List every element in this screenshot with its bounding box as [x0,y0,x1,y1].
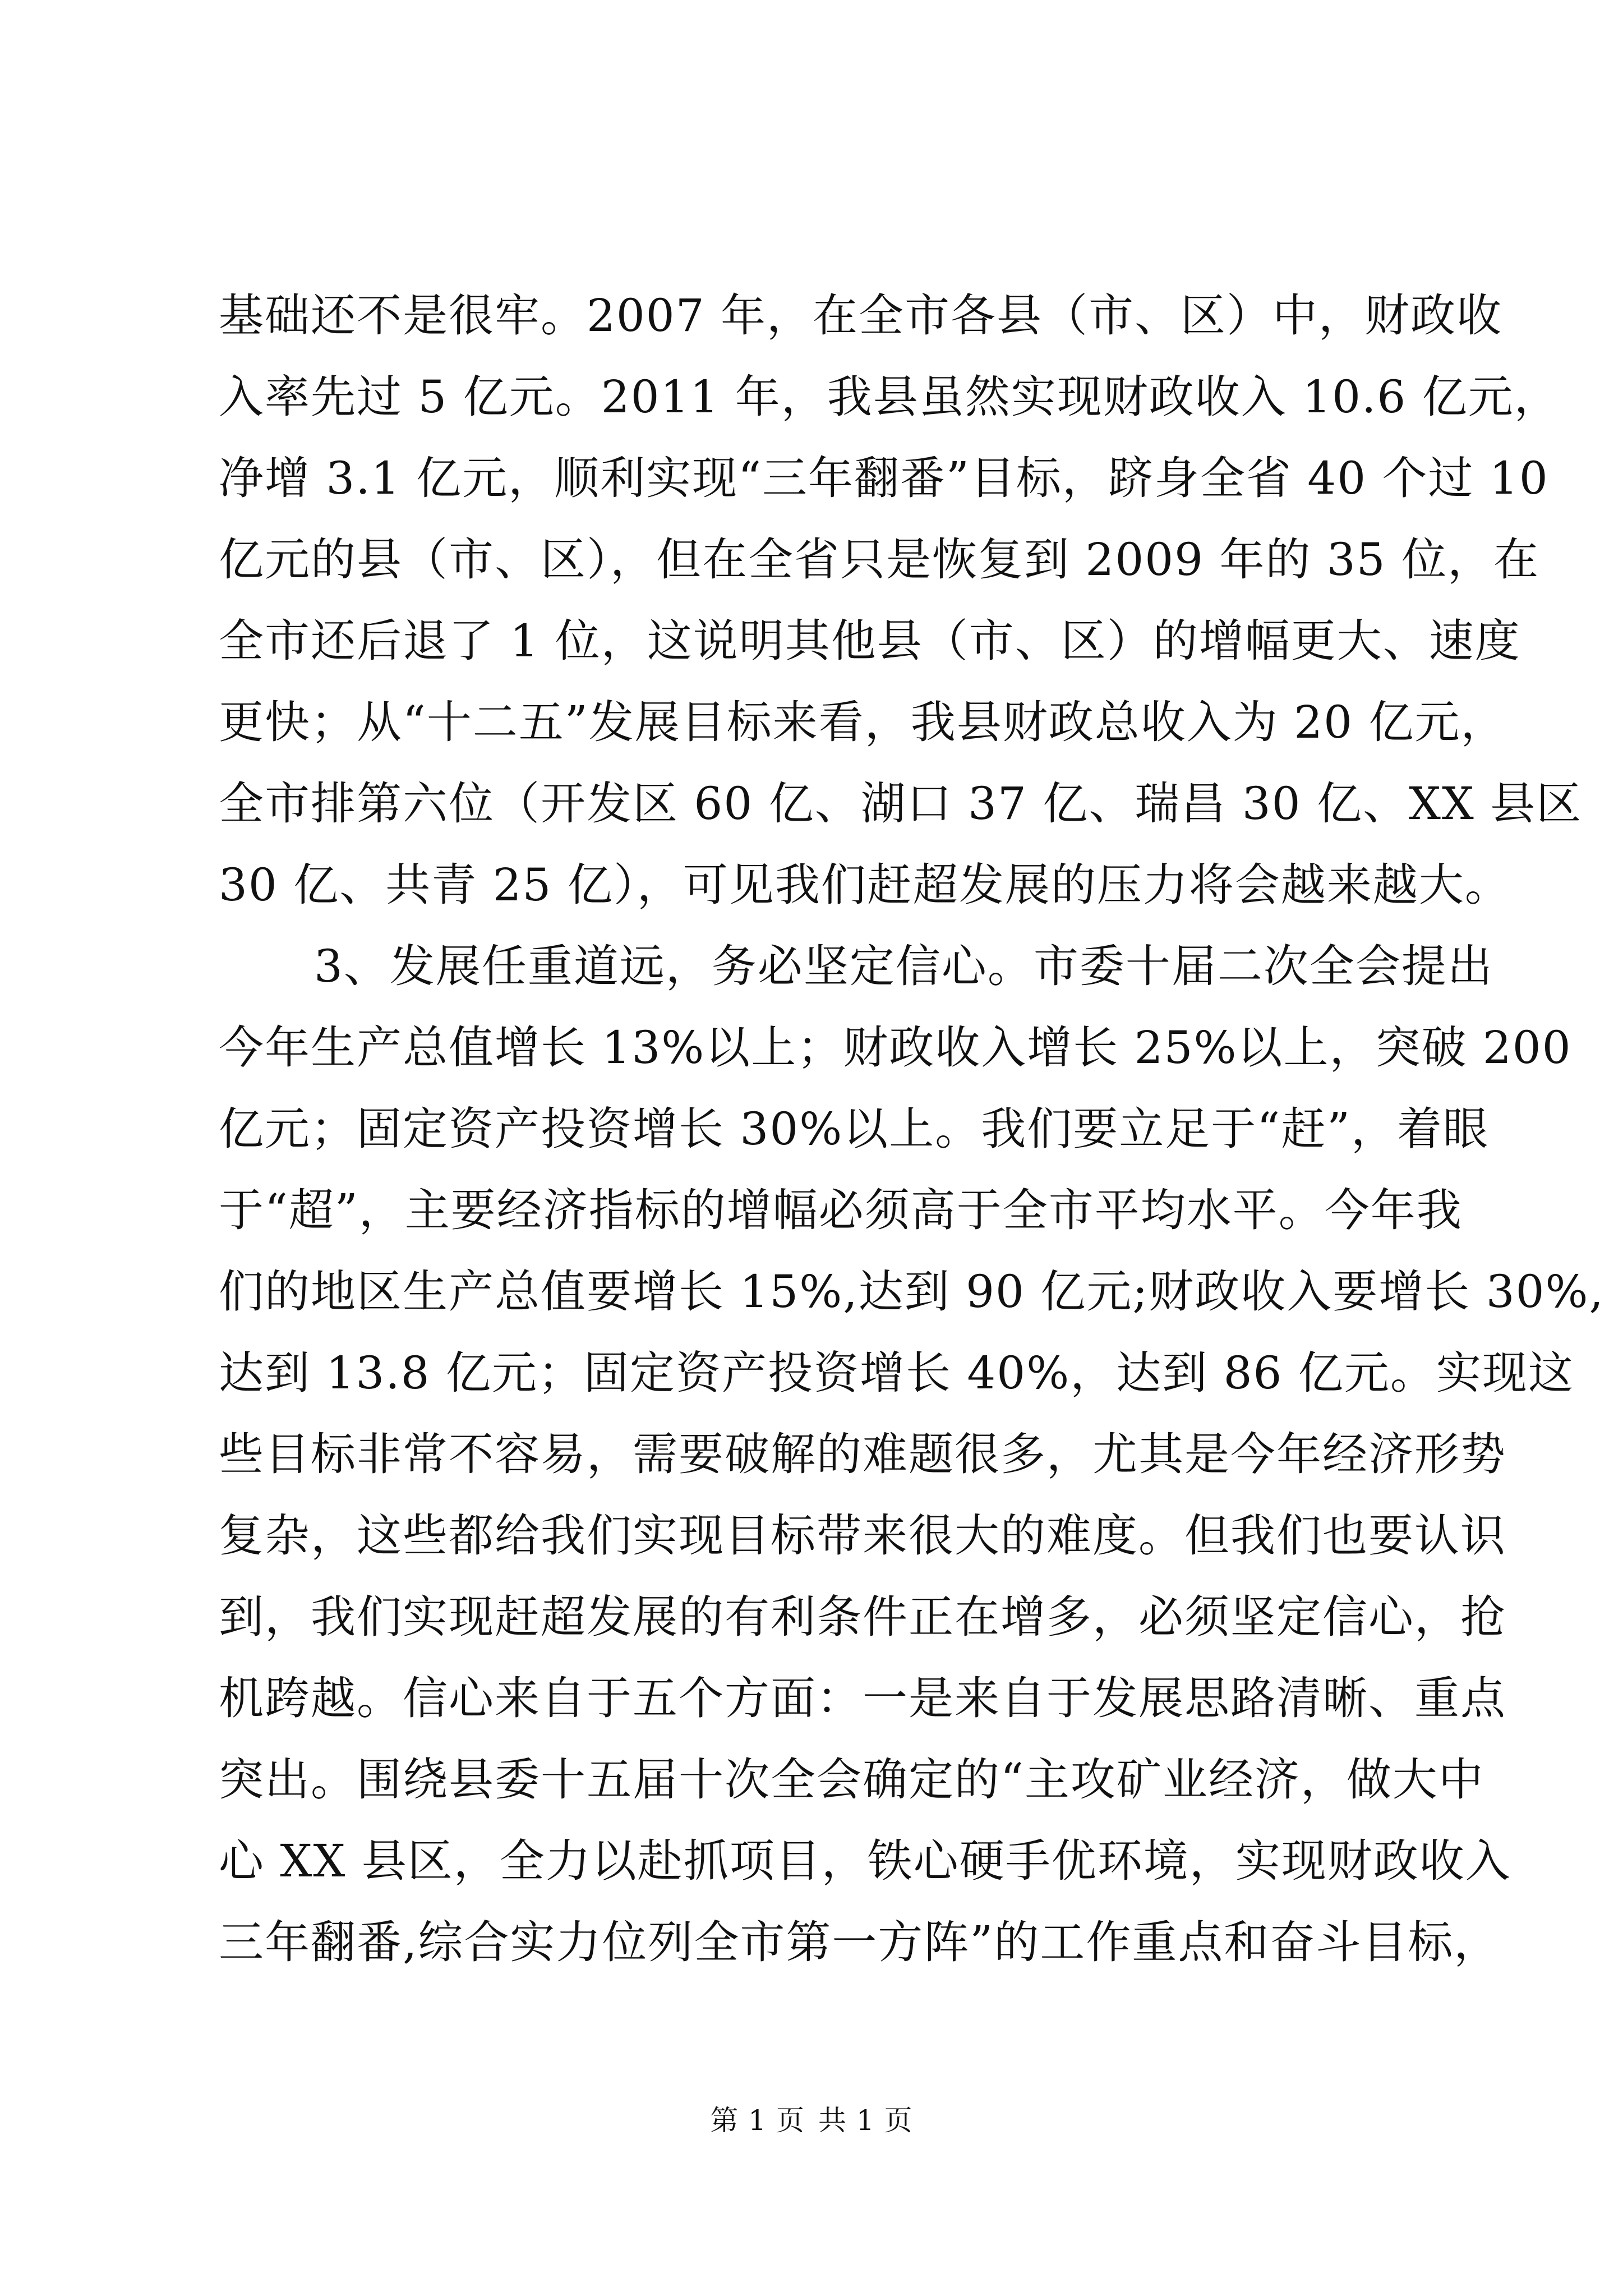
text-line: 到，我们实现赶超发展的有利条件正在增多，必须坚定信心，抢 [219,1591,1506,1643]
text-line: 全市还后退了 1 位，这说明其他县（市、区）的增幅更大、速度 [219,615,1521,667]
text-line: 3、发展任重道远，务必坚定信心。市委十届二次全会提出 [314,940,1493,992]
text-line: 突出。围绕县委十五届十次全会确定的“主攻矿业经济，做大中 [219,1754,1484,1806]
text-line: 亿元；固定资产投资增长 30%以上。我们要立足于“赶”，着眼 [219,1103,1490,1155]
text-line: 全市排第六位（开发区 60 亿、湖口 37 亿、瑞昌 30 亿、XX 县区 [219,777,1583,830]
text-line: 些目标非常不容易，需要破解的难题很多，尤其是今年经济形势 [219,1428,1506,1480]
text-line: 更快；从“十二五”发展目标来看，我县财政总收入为 20 亿元， [219,696,1507,748]
text-line: 心 XX 县区，全力以赴抓项目，铁心硬手优环境，实现财政收入 [219,1835,1511,1887]
text-line: 三年翻番,综合实力位列全市第一方阵”的工作重点和奋斗目标， [219,1916,1500,1968]
text-line: 30 亿、共青 25 亿），可见我们赶超发展的压力将会越来越大。 [219,859,1511,911]
page-number: 第 1 页 [710,2104,805,2137]
text-line: 达到 13.8 亿元；固定资产投资增长 40%，达到 86 亿元。实现这 [219,1347,1574,1399]
text-line: 亿元的县（市、区），但在全省只是恢复到 2009 年的 35 位，在 [219,533,1540,586]
text-line: 入率先过 5 亿元。2011 年，我县虽然实现财政收入 10.6 亿元， [219,371,1560,423]
text-line: 净增 3.1 亿元，顺利实现“三年翻番”目标，跻身全省 40 个过 10 [219,452,1549,504]
text-line: 基础还不是很牢。2007 年，在全市各县（市、区）中，财政收 [219,289,1503,342]
document-body [219,275,1604,1983]
page-footer [0,2101,1623,2140]
page-total: 共 1 页 [818,2104,913,2137]
text-line: 复杂，这些都给我们实现目标带来很大的难度。但我们也要认识 [219,1510,1506,1562]
text-line: 于“超”，主要经济指标的增幅必须高于全市平均水平。今年我 [219,1184,1463,1236]
text-line: 机跨越。信心来自于五个方面：一是来自于发展思路清晰、重点 [219,1672,1506,1724]
text-line: 今年生产总值增长 13%以上；财政收入增长 25%以上，突破 200 [219,1022,1572,1074]
text-line: 们的地区生产总值要增长 15%,达到 90 亿元;财政收入要增长 30%, [219,1266,1604,1318]
paragraph-2 [219,926,1604,1983]
paragraph-1 [219,275,1583,926]
